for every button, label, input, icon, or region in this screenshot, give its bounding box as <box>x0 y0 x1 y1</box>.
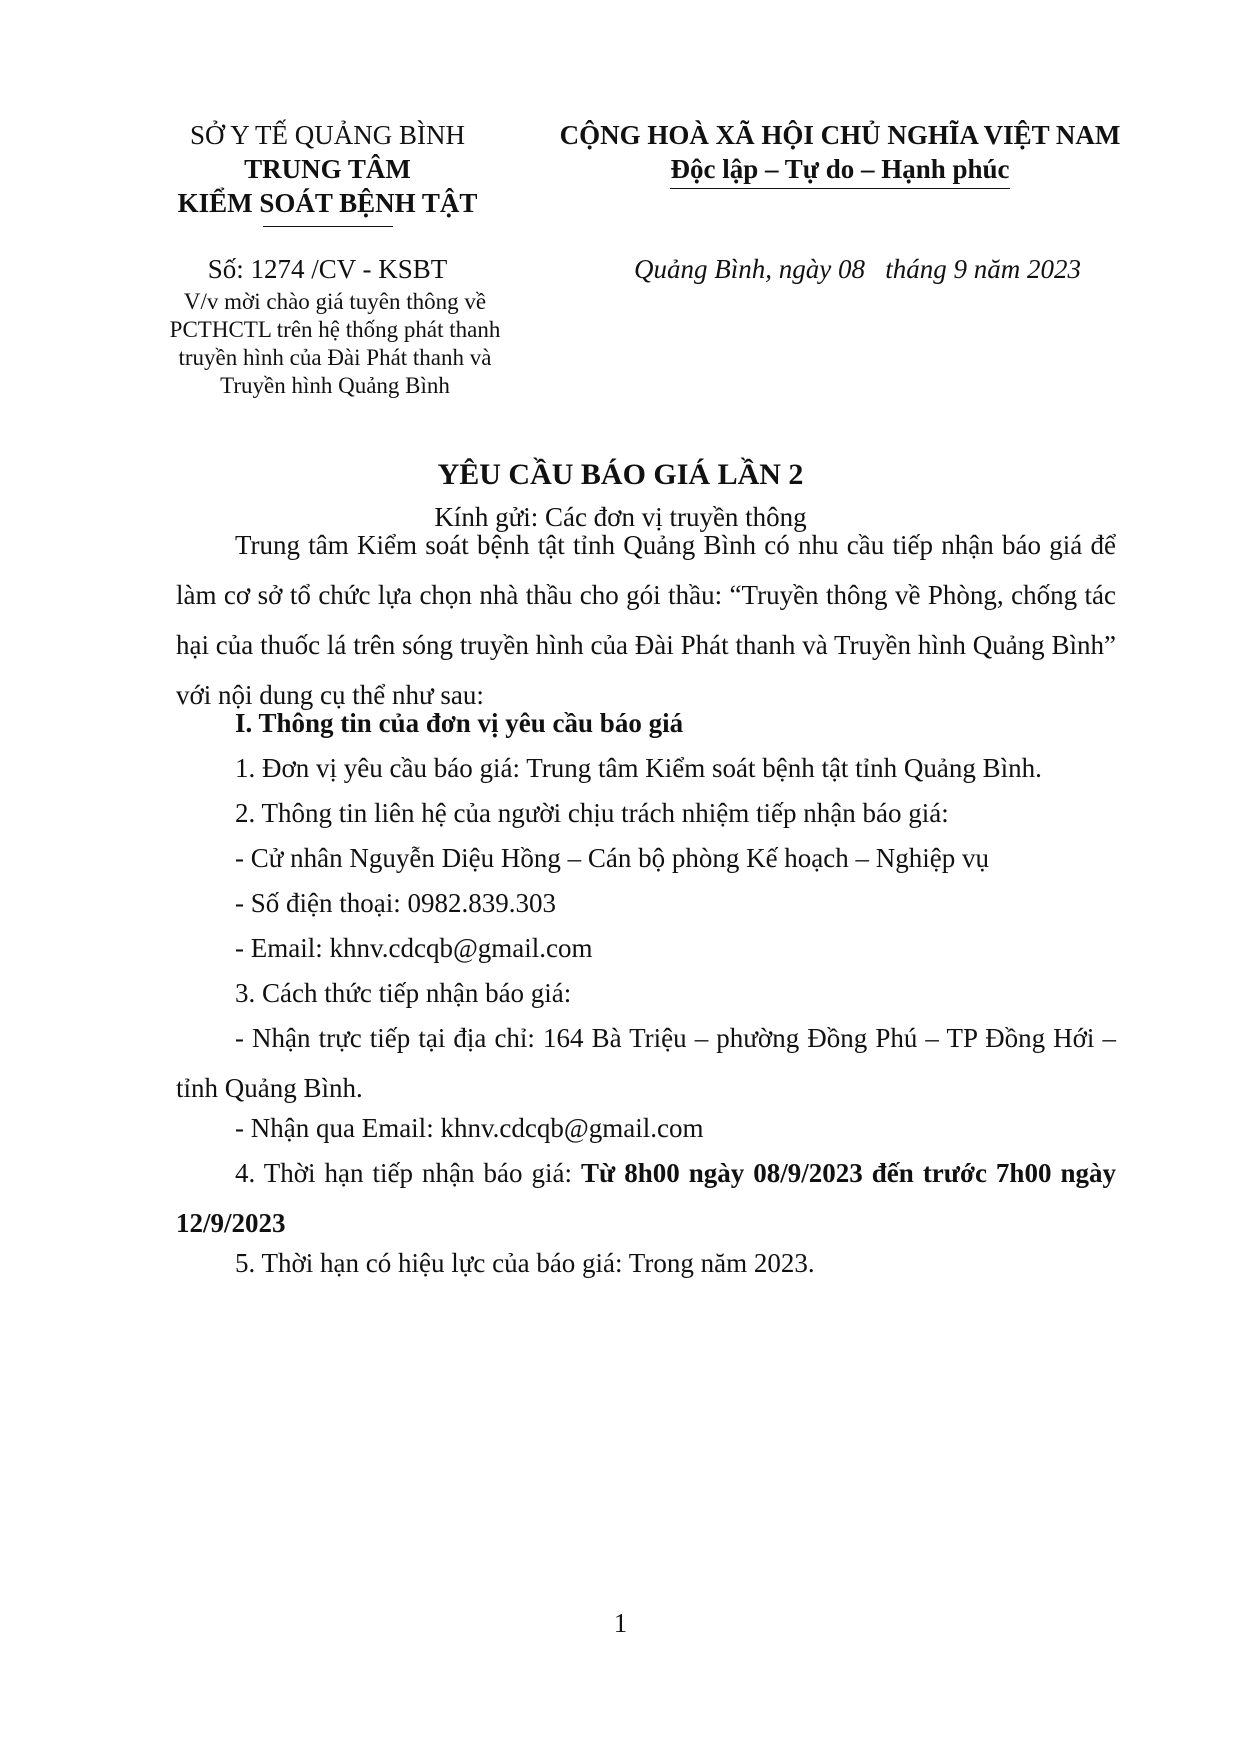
item-2: 2. Thông tin liên hệ của người chịu trách nhiệm tiếp nhận báo giá: <box>235 798 949 828</box>
issuing-agency <box>150 118 505 227</box>
item-1: 1. Đơn vị yêu cầu báo giá: Trung tâm Kiểm soát bệnh tật tỉnh Quảng Bình. <box>235 753 1042 783</box>
recipient: Kính gửi: Các đơn vị truyền thông <box>434 502 807 532</box>
contact-name: - Cử nhân Nguyễn Diệu Hồng – Cán bộ phòng Kế hoạch – Nghiệp vụ <box>235 843 990 873</box>
page-number: 1 <box>613 1608 628 1638</box>
receive-direct: - Nhận trực tiếp tại địa chỉ: 164 Bà Triệu – phường Đồng Phú – TP Đồng Hới – tỉnh Quảng Bình. <box>176 1023 1116 1103</box>
page-title: YÊU CẦU BÁO GIÁ LẦN 2 <box>437 458 804 491</box>
document-subject <box>150 288 520 400</box>
country-name: CỘNG HOÀ XÃ HỘI CHỦ NGHĨA VIỆT NAM <box>559 120 1121 150</box>
subject-line: V/v mời chào giá tuyên thông về <box>183 289 487 314</box>
agency-line1: TRUNG TÂM <box>244 154 411 184</box>
subject-line: PCTHCTL trên hệ thống phát thanh <box>169 317 501 342</box>
item-4 <box>176 1148 1116 1248</box>
national-header <box>520 118 1160 189</box>
item-4-label: 4. Thời hạn tiếp nhận báo giá: <box>235 1158 582 1188</box>
item-3: 3. Cách thức tiếp nhận báo giá: <box>235 978 572 1008</box>
contact-phone: - Số điện thoại: 0982.839.303 <box>235 888 556 918</box>
agency-parent: SỞ Y TẾ QUẢNG BÌNH <box>190 120 465 150</box>
agency-underline <box>263 226 393 227</box>
contact-email: - Email: khnv.cdcqb@gmail.com <box>235 933 593 963</box>
item-4-value: Từ 8h00 ngày 08/9/2023 đến trước 7h00 ngày 12/9/2023 <box>176 1158 1116 1238</box>
document-date: Quảng Bình, ngày 08 tháng 9 năm 2023 <box>634 254 1081 284</box>
document-number: Số: 1274 /CV - KSBT <box>207 254 448 284</box>
section1-heading: I. Thông tin của đơn vị yêu cầu báo giá <box>235 708 684 738</box>
agency-line2: KIỂM SOÁT BỆNH TẬT <box>177 188 478 218</box>
item-5: 5. Thời hạn có hiệu lực của báo giá: Trong năm 2023. <box>235 1248 815 1278</box>
subject-line: Truyền hình Quảng Bình <box>220 373 450 398</box>
receive-email: - Nhận qua Email: khnv.cdcqb@gmail.com <box>235 1113 704 1143</box>
subject-line: truyền hình của Đài Phát thanh và <box>178 345 492 370</box>
motto: Độc lập – Tự do – Hạnh phúc <box>670 152 1009 189</box>
intro-paragraph: Trung tâm Kiểm soát bệnh tật tỉnh Quảng Bình có nhu cầu tiếp nhận báo giá để làm cơ sở tổ chức lựa chọn nhà thầu cho gói thầu: “Truyền thông về Phòng, chống tác hại của thuốc lá trên sóng truyền hình của Đài Phát thanh và Truyền hình Quảng Bình” với nội dung cụ thể như sau: <box>176 530 1116 710</box>
